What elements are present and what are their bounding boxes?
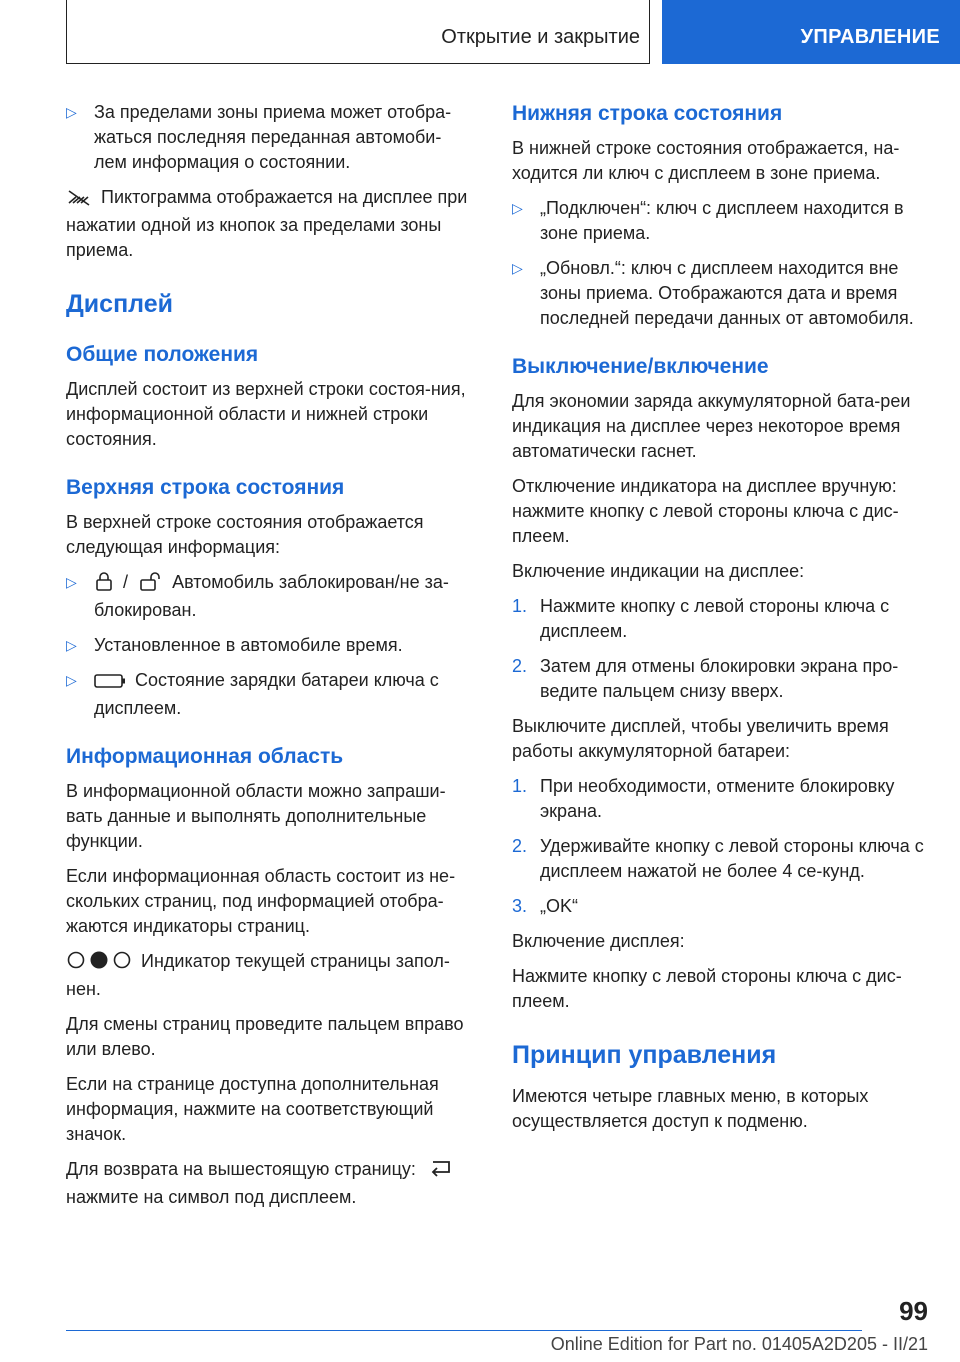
back-note — [66, 1157, 474, 1210]
page-indicator-icon — [66, 950, 132, 977]
back-note-text-2: нажмите на символ под дисплеем. — [66, 1187, 357, 1207]
step-number: 1. — [512, 596, 528, 616]
heading-info-area: Информационная область — [66, 745, 344, 768]
triangle-right-icon: ▷ — [512, 260, 523, 276]
list-item-text: Установленное в автомобиле время. — [94, 635, 403, 655]
lock-closed-icon — [94, 571, 114, 598]
heading-bottom-status-bar: Нижняя строка состояния — [512, 102, 783, 125]
step-number: 1. — [512, 776, 528, 796]
lock-separator: / — [123, 572, 129, 592]
list-item-text: „Подключен“: ключ с дисплеем находится в зоне приема. — [540, 198, 904, 243]
list-item — [66, 570, 474, 623]
list-item-text: Состояние зарядки батареи ключа с дисплеем. — [94, 670, 439, 718]
list-item — [512, 256, 926, 331]
heading-display: Дисплей — [66, 290, 174, 318]
paragraph: Если на странице доступна дополнительная информация, нажмите на соответствующий значок. — [66, 1074, 439, 1144]
step-text: Затем для отмены блокировки экрана про-ведите пальцем снизу вверх. — [540, 656, 899, 701]
header-chapter-title: УПРАВЛЕНИЕ — [800, 26, 940, 48]
triangle-right-icon: ▷ — [512, 200, 523, 216]
page-header — [0, 0, 960, 64]
paragraph: Нажмите кнопку с левой стороны ключа с дис-плеем. — [512, 966, 902, 1011]
heading-on-off: Выключение/включение — [512, 355, 769, 378]
page-number: 99 — [899, 1296, 928, 1326]
step-item — [512, 774, 926, 824]
heading-general: Общие положения — [66, 343, 259, 366]
pictogram-note-text: Пиктограмма отображается на дисплее при нажатии одной из кнопок за пределами зоны приема. — [66, 187, 468, 260]
paragraph: Отключение индикатора на дисплее вручную: нажмите кнопку с левой стороны ключа с дис-плеем. — [512, 476, 899, 546]
step-text: Нажмите кнопку с левой стороны ключа с дисплеем. — [540, 596, 890, 641]
list-item — [66, 100, 474, 175]
page-indicator-note — [66, 949, 474, 1002]
lock-open-icon — [139, 571, 163, 598]
right-column — [512, 78, 926, 1144]
step-text: „OK“ — [540, 896, 578, 916]
paragraph: Имеются четыре главных меню, в которых осуществляется доступ к подменю. — [512, 1086, 869, 1131]
step-item — [512, 894, 926, 919]
step-item — [512, 834, 926, 884]
no-signal-icon — [66, 188, 92, 213]
paragraph: Для экономии заряда аккумуляторной бата-реи индикация на дисплее через некоторое время автоматически гаснет. — [512, 391, 911, 461]
paragraph: В верхней строке состояния отображается следующая информация: — [66, 512, 424, 557]
triangle-right-icon: ▷ — [66, 637, 77, 653]
footer-edition: Online Edition for Part no. 01405A2D205 - II/21 — [550, 1334, 928, 1354]
paragraph: Дисплей состоит из верхней строки состоя-ния, информационной области и нижней строки состояния. — [66, 379, 466, 449]
heading-operating-principle: Принцип управления — [512, 1041, 777, 1069]
battery-icon — [94, 671, 126, 696]
step-number: 3. — [512, 896, 528, 916]
paragraph: Если информационная область состоит из не-скольких страниц, под информацией отобра-жаются индикаторы страниц. — [66, 866, 456, 936]
back-arrow-icon — [429, 1158, 453, 1185]
list-item-text: Автомобиль заблокирован/не за-блокирован. — [94, 572, 449, 620]
paragraph: Для смены страниц проведите пальцем вправо или влево. — [66, 1014, 464, 1059]
triangle-right-icon: ▷ — [66, 574, 77, 590]
step-number: 2. — [512, 656, 528, 676]
step-text: Удерживайте кнопку с левой стороны ключа с дисплеем нажатой не более 4 се-кунд. — [540, 836, 924, 881]
list-item-text: За пределами зоны приема может отобра-жаться последняя переданная автомоби-лем информация о состоянии. — [94, 102, 452, 172]
list-item — [66, 633, 474, 658]
paragraph: Выключите дисплей, чтобы увеличить время работы аккумуляторной батареи: — [512, 716, 889, 761]
pictogram-note — [66, 185, 474, 263]
page-indicator-text: Индикатор текущей страницы запол-нен. — [66, 951, 450, 999]
step-number: 2. — [512, 836, 528, 856]
heading-top-status-bar: Верхняя строка состояния — [66, 476, 345, 499]
step-item — [512, 594, 926, 644]
paragraph: В нижней строке состояния отображается, на-ходится ли ключ с дисплеем в зоне приема. — [512, 138, 900, 183]
triangle-right-icon: ▷ — [66, 672, 77, 688]
paragraph: Включение дисплея: — [512, 931, 685, 951]
list-item — [512, 196, 926, 246]
left-column — [66, 100, 474, 1220]
triangle-right-icon: ▷ — [66, 104, 77, 120]
paragraph: В информационной области можно запраши-вать данные и выполнять дополнительные функции. — [66, 781, 446, 851]
paragraph: Включение индикации на дисплее: — [512, 561, 805, 581]
list-item-text: „Обновл.“: ключ с дисплеем находится вне зоны приема. Отображаются дата и время последней передачи данных от автомобиля. — [540, 258, 914, 328]
header-section-title: Открытие и закрытие — [441, 26, 640, 48]
back-note-text: Для возврата на вышестоящую страницу: — [66, 1159, 416, 1179]
list-item — [66, 668, 474, 721]
footer-divider — [66, 1330, 862, 1331]
step-item — [512, 654, 926, 704]
step-text: При необходимости, отмените блокировку экрана. — [540, 776, 895, 821]
